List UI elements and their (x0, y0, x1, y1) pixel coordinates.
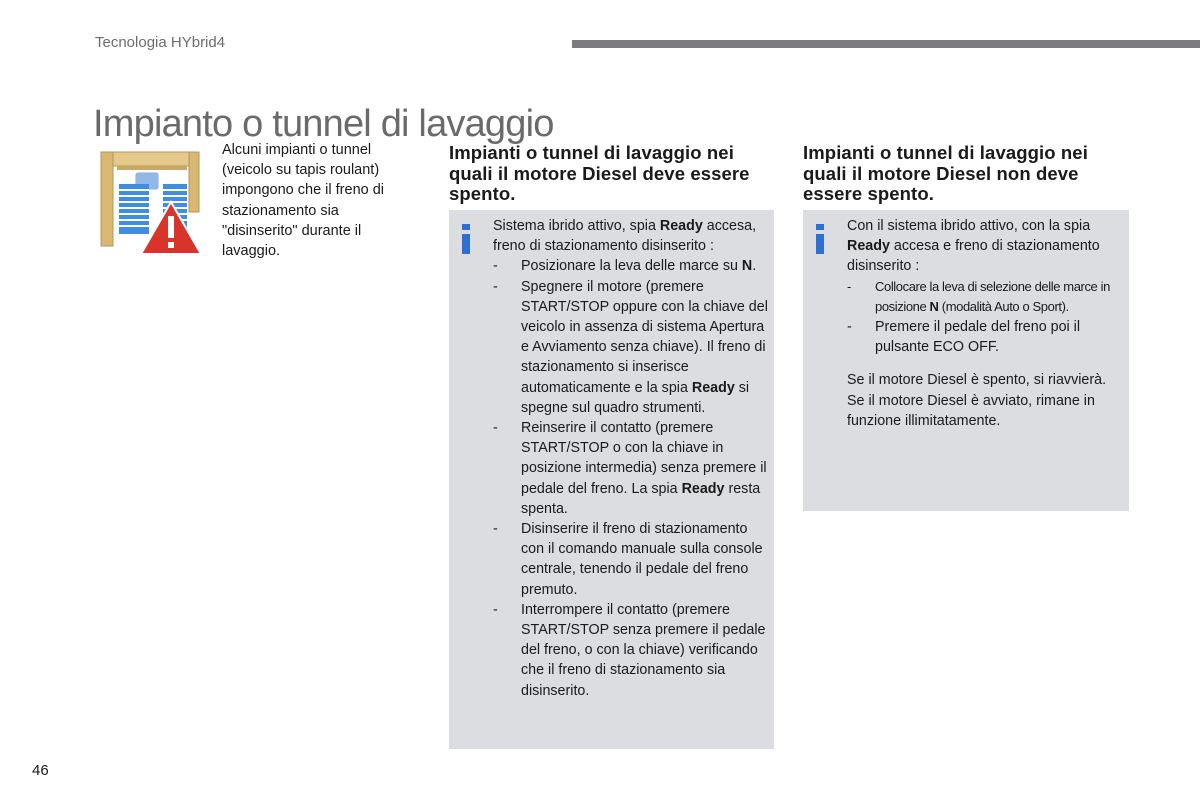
info-box-intro: Con il sistema ibrido attivo, con la spia Ready accesa e freno di stazionamento disinserito : (847, 218, 1100, 275)
list-item: - Premere il pedale del freno poi il pulsante ECO OFF. (847, 317, 1123, 357)
info-icon (814, 224, 828, 254)
page-title: Impianto o tunnel di lavaggio (93, 103, 554, 146)
header-bar (572, 40, 1200, 48)
list-item: - Disinserire il freno di stazionamento con il comando manuale sulla console centrale, tenendo il pedale del freno premuto. (493, 519, 768, 600)
list-item: - Collocare la leva di selezione delle marce in posizione N (modalità Auto o Sport). (847, 277, 1123, 317)
info-box-engine-on (803, 210, 1129, 511)
header-section-label: Tecnologia HYbrid4 (95, 34, 226, 51)
list-item: - Reinserire il contatto (premere START/STOP o con la chiave in posizione intermedia) senza premere il pedale del freno. La spia Ready resta spenta. (493, 418, 768, 519)
right-column-heading: Impianti o tunnel di lavaggio nei quali il motore Diesel non deve essere spento. (803, 142, 1088, 204)
note-running: Se il motore Diesel è avviato, rimane in funzione illimitatamente. (847, 392, 1095, 429)
info-icon (460, 224, 474, 254)
info-box-engine-off (449, 210, 774, 749)
list-item: - Posizionare la leva delle marce su N. (493, 256, 768, 276)
intro-text: Alcuni impianti o tunnel (veicolo su tapis roulant) impongono che il freno di stazionamento sia "disinserito" durante il lavaggio. (222, 142, 385, 260)
info-box-intro: Sistema ibrido attivo, spia Ready accesa, freno di stazionamento disinserito : (493, 218, 757, 255)
list-item: - Interrompere il contatto (premere START/STOP senza premere il pedale del freno, o con la chiave) verificando che il freno di stazionamento sia disinserito. (493, 600, 768, 701)
car-wash-icon (97, 150, 207, 256)
list-item: - Spegnere il motore (premere START/STOP oppure con la chiave del veicolo in assenza di sistema Apertura e Avviamento senza chiave). Il freno di stazionamento si inserisce automaticamente e la spia Ready si spegne sul quadro strumenti. (493, 277, 768, 418)
note-restart: Se il motore Diesel è spento, si riavvierà. (847, 372, 1107, 389)
page-number: 46 (32, 762, 49, 779)
left-column-heading: Impianti o tunnel di lavaggio nei quali il motore Diesel deve essere spento. (449, 142, 750, 204)
